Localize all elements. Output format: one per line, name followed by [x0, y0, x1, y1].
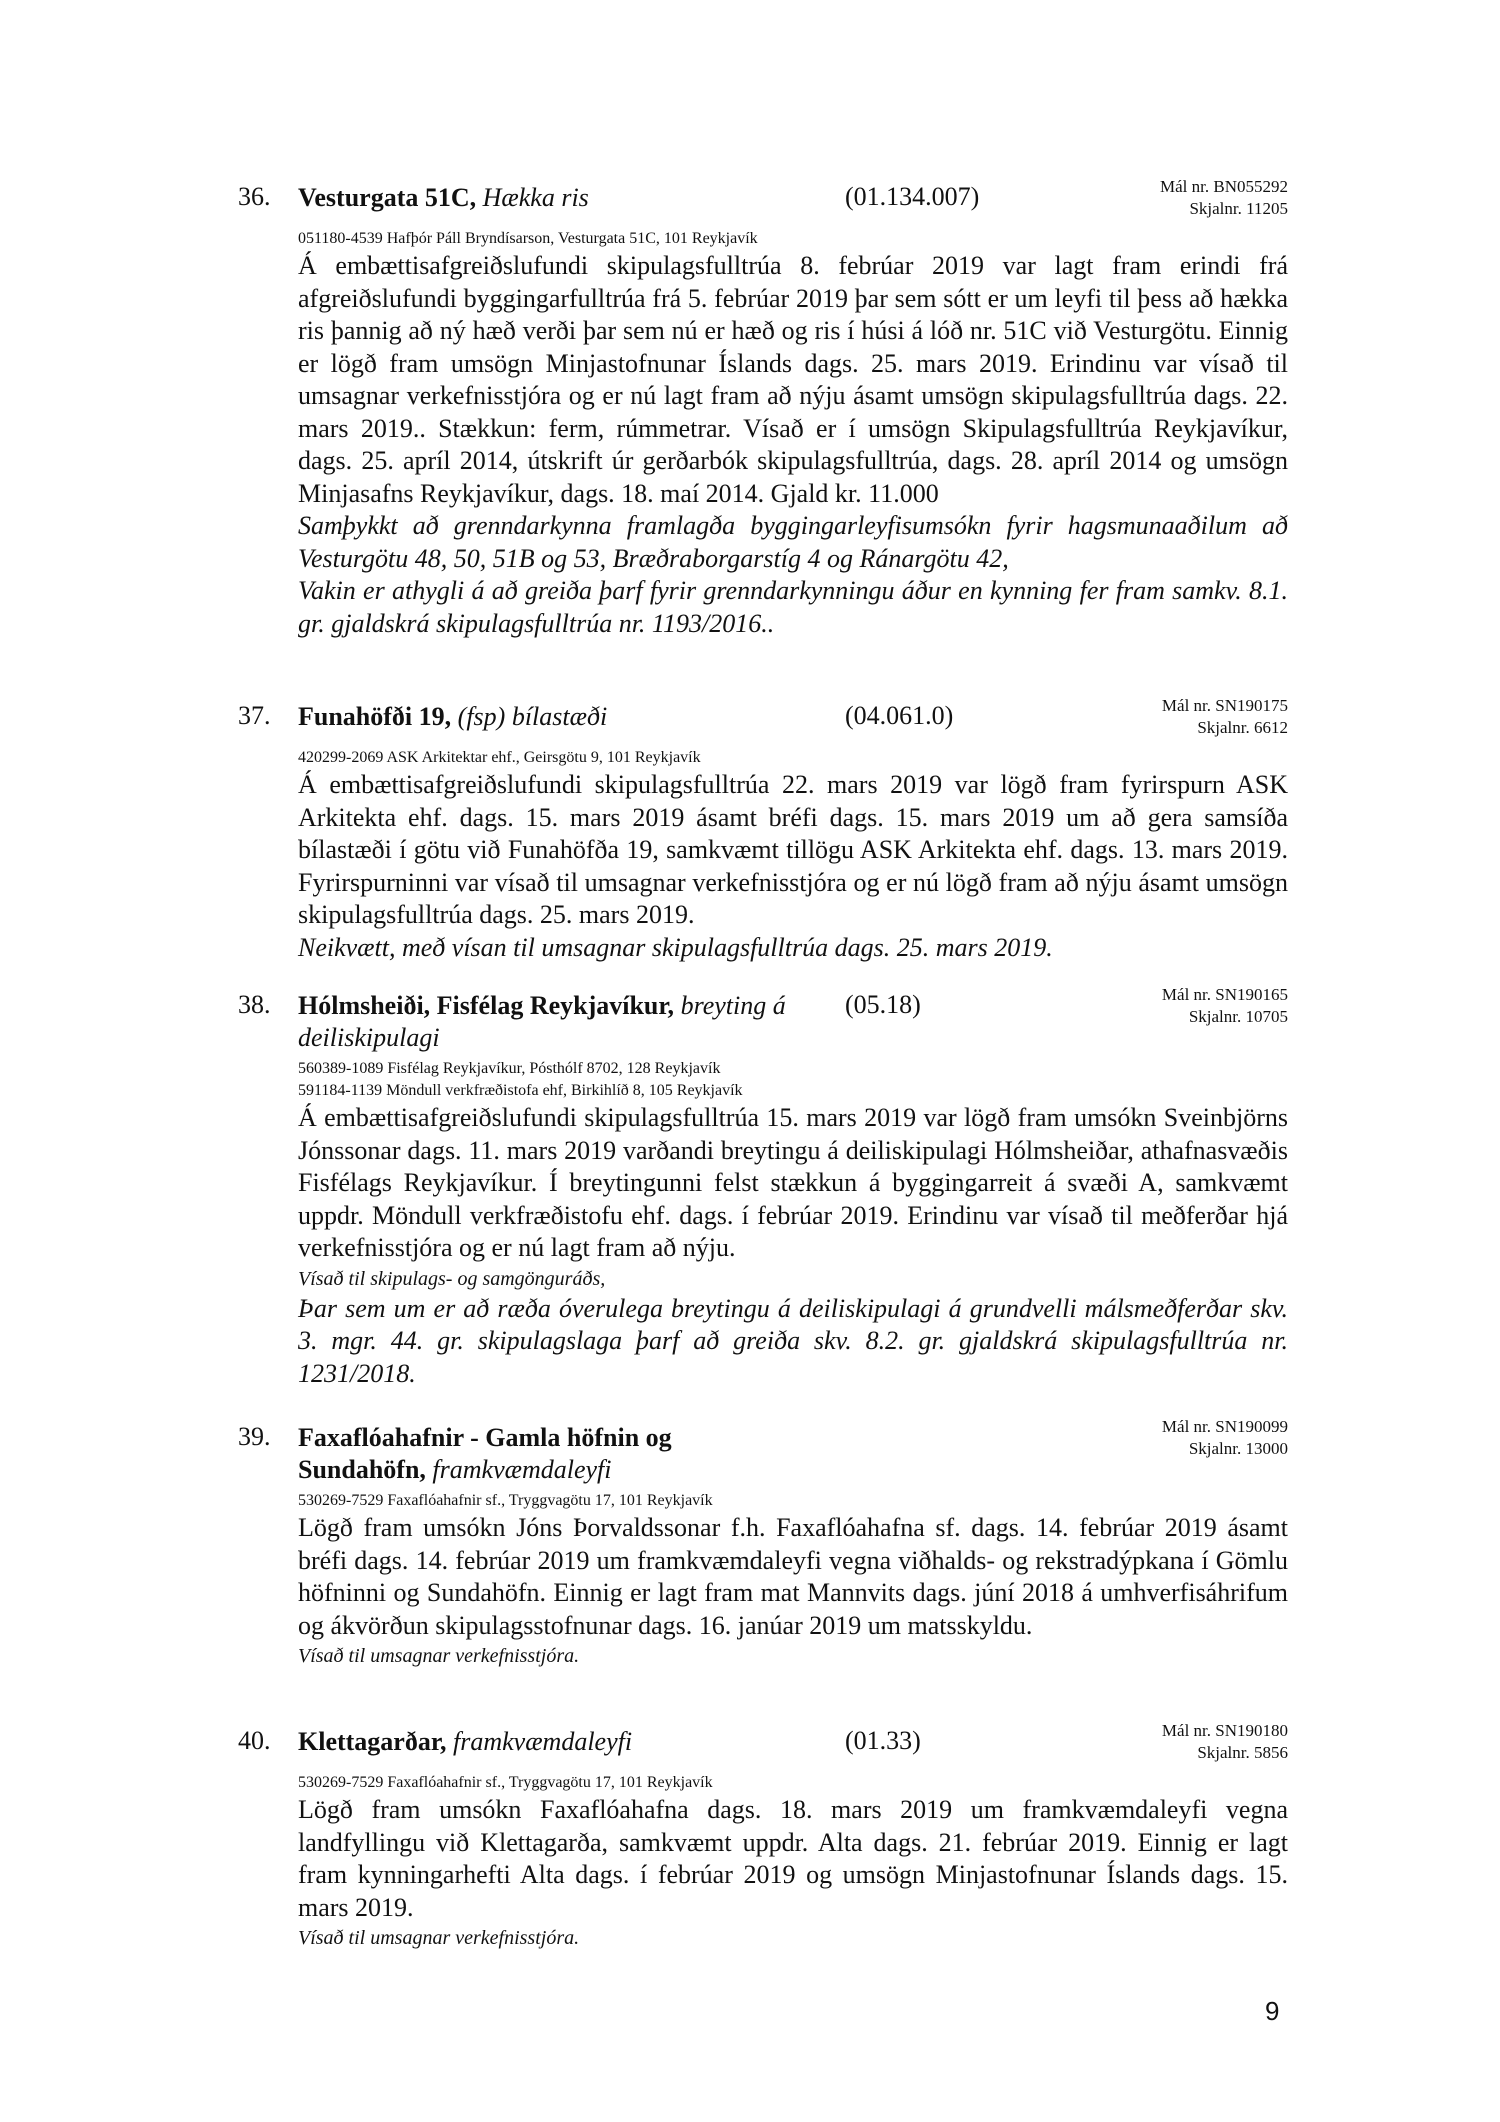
item-title-subject: framkvæmdaleyfi [432, 1455, 612, 1484]
item-title [298, 1422, 718, 1486]
item-title-address: Funahöfði 19, [298, 702, 452, 731]
applicant-line: 591184-1139 Möndull verkfræðistofa ehf, Birkihlíð 8, 105 Reykjavík [298, 1082, 743, 1099]
item-land-code: (04.061.0) [845, 701, 954, 730]
item-reference [1162, 1720, 1288, 1764]
item-conclusion: Neikvætt, með vísan til umsagnar skipulagsfulltrúa dags. 25. mars 2019. [298, 932, 1053, 962]
item-title [298, 701, 818, 733]
item-title-subject: breyting á deiliskipulagi [298, 991, 786, 1052]
case-number: Mál nr. SN190180 [1161, 1721, 1288, 1740]
item-header [238, 176, 1288, 228]
agenda-item-39 [238, 1416, 1288, 1670]
document-number: Skjalnr. 6612 [1197, 718, 1288, 737]
item-title-address: Vesturgata 51C, [298, 183, 477, 212]
case-number: Mál nr. SN190099 [1161, 1417, 1288, 1436]
agenda-item-40 [238, 1720, 1288, 1952]
page-number: 9 [1265, 1996, 1280, 2026]
item-reference [1162, 1416, 1288, 1460]
item-land-code: (01.33) [845, 1726, 921, 1755]
document-number: Skjalnr. 10705 [1188, 1007, 1288, 1026]
item-conclusion-note: Vakin er athygli á að greiða þarf fyrir grenndarkynningu áður en kynning fer fram samkv. 8.1. gr. gjaldskrá skipulagsfulltrúa nr. 1193/2016.. [298, 576, 1288, 638]
item-number: 39. [238, 1422, 271, 1451]
case-number: Mál nr. BN055292 [1160, 177, 1288, 196]
item-reference [1162, 984, 1288, 1028]
item-reference [1162, 695, 1288, 739]
item-header [238, 695, 1288, 747]
applicant-line: 420299-2069 ASK Arkitektar ehf., Geirsgötu 9, 101 Reykjavík [298, 749, 701, 766]
item-description: Á embættisafgreiðslufundi skipulagsfulltrúa 22. mars 2019 var lögð fram fyrirspurn ASK Arkitekta ehf. dags. 15. mars 2019 ásamt bréfi dags. 15. mars 2019 um að gera samsíða bílastæði í götu við Funahöfða 19, samkvæmt tillögu ASK Arkitekta ehf. dags. 13. mars 2019. Fyrirspurninni var vísað til umsagnar verkefnisstjóra og er nú lögð fram að nýju ásamt umsögn skipulagsfulltrúa dags. 25. mars 2019. [298, 770, 1288, 929]
item-land-code: (05.18) [845, 990, 921, 1019]
item-header [238, 984, 1288, 1058]
document-number: Skjalnr. 5856 [1197, 1743, 1288, 1762]
item-title-subject: framkvæmdaleyfi [453, 1727, 633, 1756]
applicant-line: 530269-7529 Faxaflóahafnir sf., Tryggvagötu 17, 101 Reykjavík [298, 1492, 713, 1509]
item-conclusion: Þar sem um er að ræða óverulega breytingu á deiliskipulagi á grundvelli málsmeðferðar skv. 3. mgr. 44. gr. skipulagslaga þarf að greiða skv. 8.2. gr. gjaldskrá skipulagsfulltrúa nr. 1231/2018. [298, 1293, 1288, 1388]
item-description: Á embættisafgreiðslufundi skipulagsfulltrúa 8. febrúar 2019 var lagt fram erindi frá afgreiðslufundi byggingarfulltrúa frá 5. febrúar 2019 þar sem sótt er um leyfi til þess að hækka ris þannig að ný hæð verði þar sem nú er hæð og ris í húsi á lóð nr. 51C við Vesturgötu. Einnig er lögð fram umsögn Minjastofnunar Íslands dags. 25. mars 2019. Erindinu var vísað til umsagnar verkefnisstjóra og er nú lagt fram að nýju ásamt umsögn skipulagsfulltrúa dags. 22. mars 2019.. Stækkun: ferm, rúmmetrar. Vísað er í umsögn Skipulagsfulltrúa Reykjavíkur, dags. 25. apríl 2014, útskrift úr gerðarbók skipulagsfulltrúa, dags. 28. apríl 2014 og umsögn Minjasafns Reykjavíkur, dags. 18. maí 2014. Gjald kr. 11.000 [298, 251, 1288, 508]
item-reference [1160, 176, 1288, 220]
item-number: 40. [238, 1726, 271, 1755]
item-conclusion-referral: Vísað til umsagnar verkefnisstjóra. [298, 1645, 580, 1667]
item-number: 37. [238, 701, 271, 730]
item-title [298, 182, 818, 214]
item-land-code: (01.134.007) [845, 182, 980, 211]
item-header [238, 1720, 1288, 1772]
agenda-item-38 [238, 984, 1288, 1390]
applicant-line: 530269-7529 Faxaflóahafnir sf., Tryggvagötu 17, 101 Reykjavík [298, 1774, 713, 1791]
agenda-item-37 [238, 695, 1288, 964]
applicant-line: 560389-1089 Fisfélag Reykjavíkur, Pósthólf 8702, 128 Reykjavík [298, 1060, 721, 1077]
item-conclusion-referral: Vísað til skipulags- og samgönguráðs, [298, 1267, 606, 1290]
item-description: Lögð fram umsókn Jóns Þorvaldssonar f.h. Faxaflóahafna sf. dags. 14. febrúar 2019 ásamt bréfi dags. 14. febrúar 2019 um framkvæmdaleyfi vegna viðhalds- og rekstradýpkana í Gömlu höfninni og Sundahöfn. Einnig er lagt fram mat Mannvits dags. júní 2018 á umhverfisáhrifum og ákvörðun skipulagsstofnunar dags. 16. janúar 2019 um matsskyldu. [298, 1513, 1288, 1640]
item-title-address: Hólmsheiði, Fisfélag Reykjavíkur, [298, 991, 675, 1020]
item-conclusion: Samþykkt að grenndarkynna framlagða byggingarleyfisumsókn fyrir hagsmunaaðilum að Vesturgötu 48, 50, 51B og 53, Bræðraborgarstíg 4 og Ránargötu 42, [298, 511, 1288, 573]
applicant-line: 051180-4539 Hafþór Páll Bryndísarson, Vesturgata 51C, 101 Reykjavík [298, 230, 758, 247]
item-title-subject: (fsp) bílastæði [457, 702, 608, 731]
document-number: Skjalnr. 11205 [1189, 199, 1288, 218]
item-conclusion-referral: Vísað til umsagnar verkefnisstjóra. [298, 1927, 580, 1949]
case-number: Mál nr. SN190175 [1161, 696, 1288, 715]
agenda-item-36 [238, 176, 1288, 640]
item-number: 38. [238, 990, 271, 1019]
item-title-address: Faxaflóahafnir - Gamla höfnin og Sundahöfn, [298, 1423, 672, 1484]
item-title [298, 990, 818, 1054]
item-header [238, 1416, 1288, 1490]
document-number: Skjalnr. 13000 [1188, 1439, 1288, 1458]
item-title [298, 1726, 818, 1758]
item-description: Á embættisafgreiðslufundi skipulagsfulltrúa 15. mars 2019 var lögð fram umsókn Sveinbjörns Jónssonar dags. 11. mars 2019 varðandi breytingu á deiliskipulagi Hólmsheiðar, athafnasvæðis Fisfélags Reykjavíkur. Í breytingunni felst stækkun á byggingarreit á svæði A, samkvæmt uppdr. Möndull verkfræðistofu ehf. dags. í febrúar 2019. Erindinu var vísað til meðferðar hjá verkefnisstjóra og er nú lagt fram að nýju. [298, 1103, 1288, 1262]
case-number: Mál nr. SN190165 [1161, 985, 1288, 1004]
item-title-address: Klettagarðar, [298, 1727, 447, 1756]
item-description: Lögð fram umsókn Faxaflóahafna dags. 18. mars 2019 um framkvæmdaleyfi vegna landfyllingu við Klettagarða, samkvæmt uppdr. Alta dags. 21. febrúar 2019. Einnig er lagt fram kynningarhefti Alta dags. í febrúar 2019 og umsögn Minjastofnunar Íslands dags. 15. mars 2019. [298, 1795, 1288, 1922]
item-number: 36. [238, 182, 271, 211]
item-title-subject: Hækka ris [482, 183, 589, 212]
